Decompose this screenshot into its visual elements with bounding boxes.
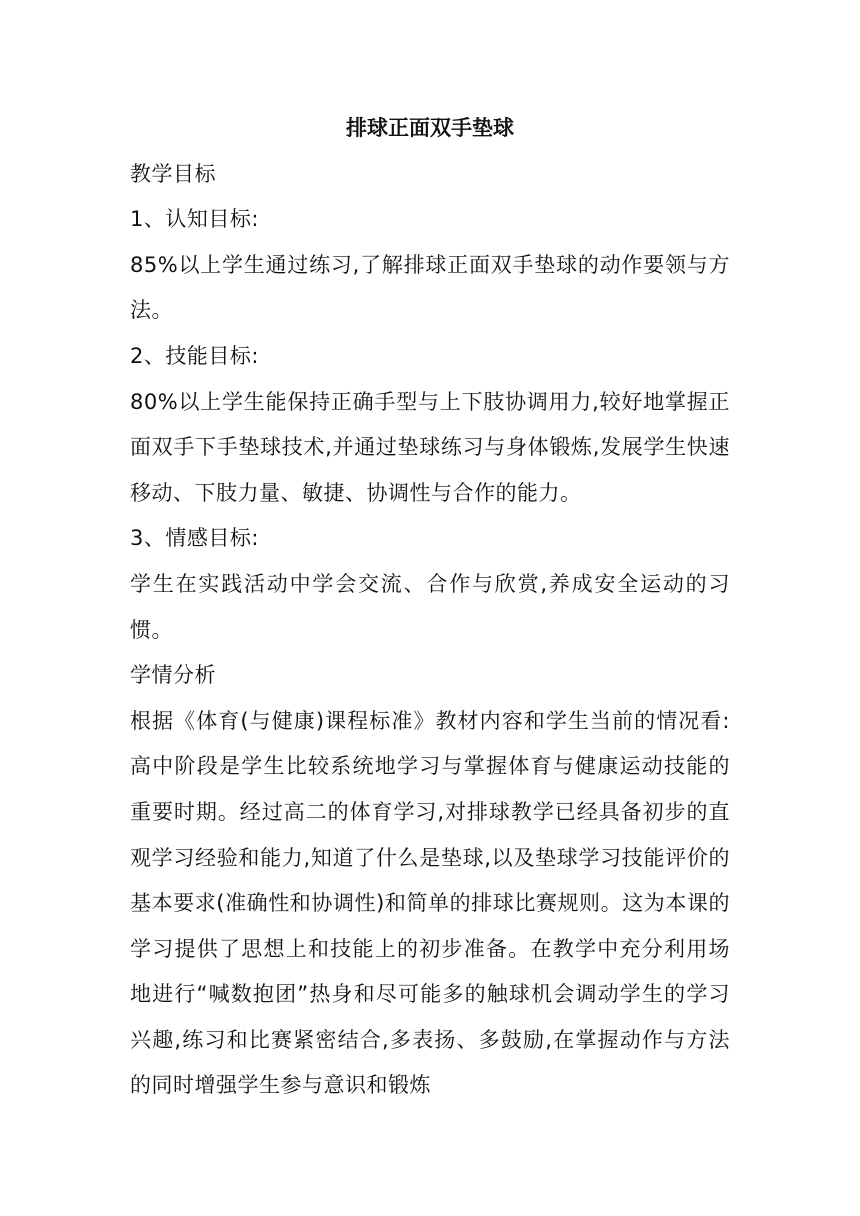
cognitive-objective-heading: 1、认知目标: (130, 207, 259, 232)
learner-analysis-heading: 学情分析 (130, 663, 216, 688)
cognitive-objective-text: 85%以上学生通过练习,了解排球正面双手垫球的动作要领与方法。 (130, 252, 730, 323)
objectives-heading: 教学目标 (130, 161, 216, 186)
skill-objective-text: 80%以上学生能保持正确手型与上下肢协调用力,较好地掌握正面双手下手垫球技术,并通过垫球练习与身体锻炼,发展学生快速移动、下肢力量、敏捷、协调性与合作的能力。 (130, 389, 730, 505)
learner-analysis-text: 根据《体育(与健康)课程标准》教材内容和学生当前的情况看:高中阶段是学生比较系统地学习与掌握体育与健康运动技能的重要时期。经过高二的体育学习,对排球教学已经具备初步的直观学习经验和能力,知道了什么是垫球,以及垫球学习技能评价的基本要求(准确性和协调性)和简单的排球比赛规则。这为本课的学习提供了思想上和技能上的初步准备。在教学中充分利用场地进行“喊数抱团”热身和尽可能多的触球机会调动学生的学习兴趣,练习和比赛紧密结合,多表扬、多鼓励,在掌握动作与方法的同时增强学生参与意识和锻炼 (130, 708, 730, 1098)
document-page (130, 106, 730, 1109)
affective-objective-text: 学生在实践活动中学会交流、合作与欣赏,养成安全运动的习惯。 (130, 571, 730, 642)
skill-objective-heading: 2、技能目标: (130, 343, 259, 368)
affective-objective-heading: 3、情感目标: (130, 526, 259, 551)
document-title: 排球正面双手垫球 (346, 116, 514, 140)
